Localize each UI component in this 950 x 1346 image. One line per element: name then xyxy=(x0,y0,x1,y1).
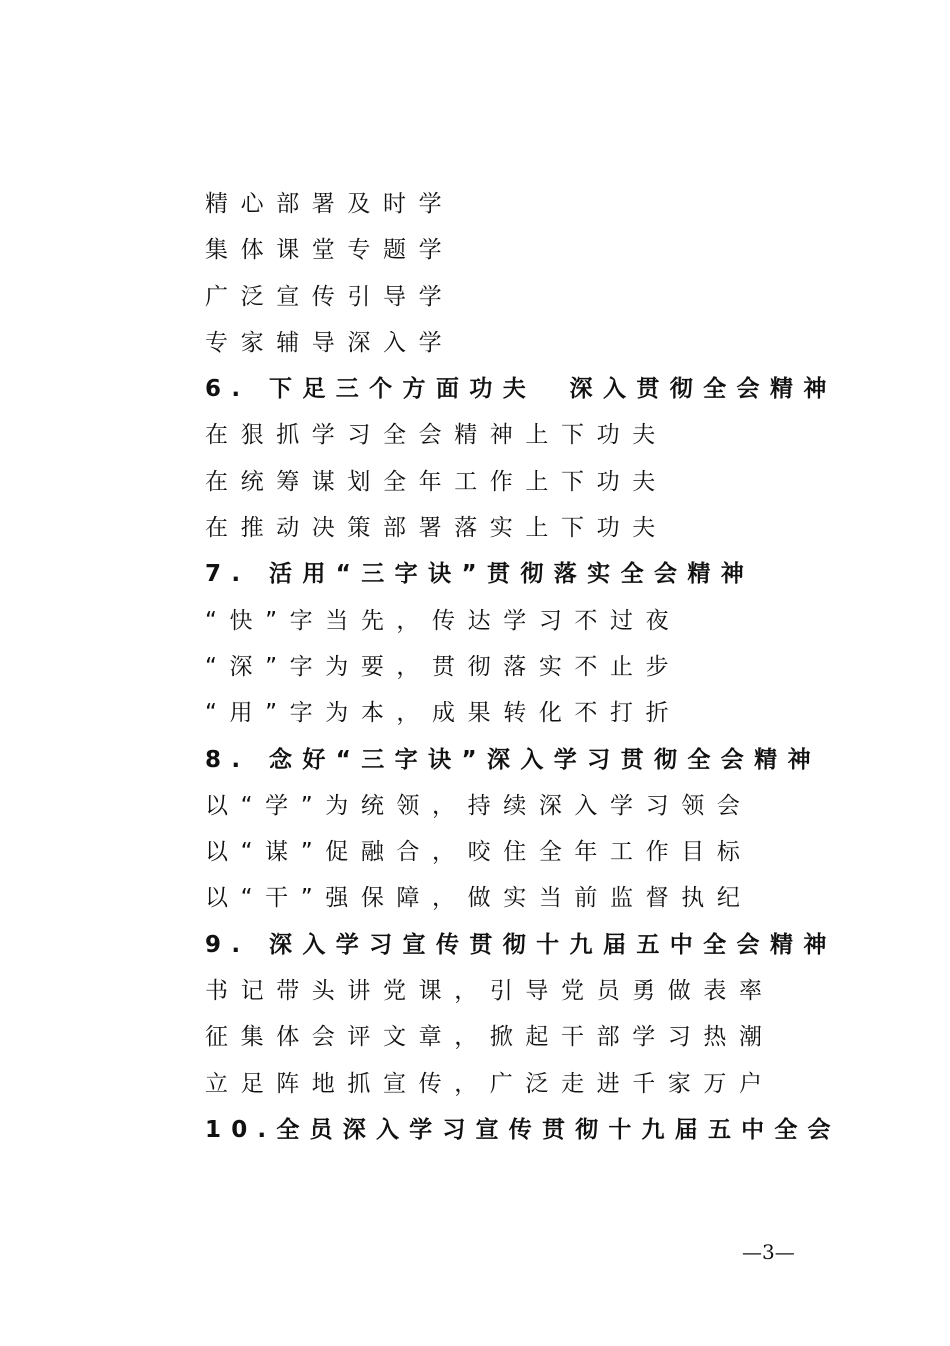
sub-item-line: 专家辅导深入学 xyxy=(205,329,455,356)
section-heading: 10.全员深入学习宣传贯彻十九届五中全会 xyxy=(205,1116,841,1143)
sub-item-line: 以“谋”促融合，咬住全年工作目标 xyxy=(205,839,753,866)
sub-item-line: 在推动决策部署落实上下功夫 xyxy=(205,515,668,542)
sub-item-line: 立足阵地抓宣传，广泛走进千家万户 xyxy=(205,1070,775,1097)
document-body xyxy=(205,181,845,1153)
sub-item-line: 在狠抓学习全会精神上下功夫 xyxy=(205,422,668,449)
sub-item-line: 精心部署及时学 xyxy=(205,191,455,217)
sub-item-line: 广泛宣传引导学 xyxy=(205,283,455,310)
section-heading: 9. 深入学习宣传贯彻十九届五中全会精神 xyxy=(205,931,837,958)
sub-item-line: “快”字当先，传达学习不过夜 xyxy=(205,607,682,634)
section-heading: 7. 活用“三字诀”贯彻落实全会精神 xyxy=(205,561,755,588)
page-number: —3— xyxy=(742,1240,795,1264)
sub-item-line: 征集体会评文章，掀起干部学习热潮 xyxy=(205,1024,775,1051)
sub-item-line: 以“干”强保障，做实当前监督执纪 xyxy=(205,885,753,912)
section-heading: 6. 下足三个方面功夫 深入贯彻全会精神 xyxy=(205,376,837,403)
sub-item-line: 在统筹谋划全年工作上下功夫 xyxy=(205,468,668,495)
sub-item-line: 书记带头讲党课，引导党员勇做表率 xyxy=(205,978,775,1005)
sub-item-line: 集体课堂专题学 xyxy=(205,237,455,264)
sub-item-line: “深”字为要，贯彻落实不止步 xyxy=(205,653,682,680)
sub-item-line: 以“学”为统领，持续深入学习领会 xyxy=(205,792,753,819)
section-heading: 8. 念好“三字诀”深入学习贯彻全会精神 xyxy=(205,746,821,773)
sub-item-line: “用”字为本，成果转化不打折 xyxy=(205,700,682,727)
